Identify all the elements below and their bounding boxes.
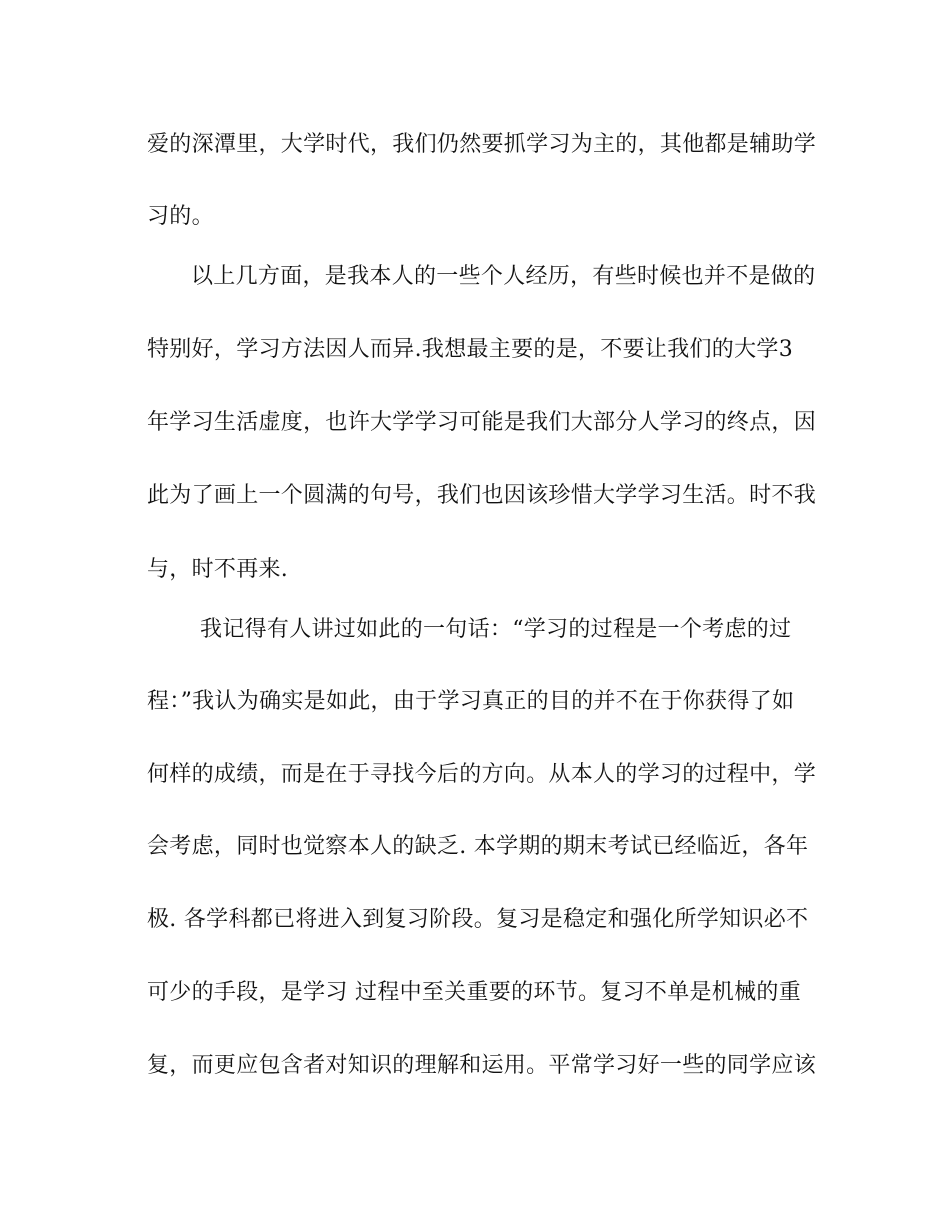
- text-line: 何样的成绩，而是在于寻找今后的方向。从本人的学习的过程中，学: [147, 762, 817, 787]
- text-line: 极. 各学科都已将进入到复习阶段。复习是稳定和强化所学知识必不: [147, 907, 809, 932]
- text-line: 此为了画上一个圆满的句号，我们也因该珍惜大学学习生活。时不我: [147, 483, 817, 508]
- text-line: 爱的深潭里，大学时代，我们仍然要抓学习为主的，其他都是辅助学: [147, 132, 817, 157]
- text-line: 年学习生活虚度，也许大学学习可能是我们大部分人学习的终点，因: [147, 410, 817, 435]
- text-line: 程：”我认为确实是如此，由于学习真正的目的并不在于你获得了如: [147, 689, 795, 714]
- text-line: 与，时不再来.: [147, 557, 289, 582]
- paragraph-first-line: 以上几方面，是我本人的一些个人经历，有些时候也并不是做的: [191, 264, 816, 289]
- text-line: 会考虑，同时也觉察本人的缺乏. 本学期的期末考试已经临近，各年: [147, 834, 809, 859]
- text-line: 习的。: [147, 204, 214, 229]
- paragraph-first-line: 我记得有人讲过如此的一句话：“学习的过程是一个考虑的过: [200, 617, 792, 642]
- text-line: 可少的手段，是学习 过程中至关重要的环节。复习不单是机械的重: [147, 980, 801, 1005]
- text-line: 复，而更应包含者对知识的理解和运用。平常学习好一些的同学应该: [147, 1053, 817, 1078]
- text-line: 特别好，学习方法因人而异.我想最主要的是，不要让我们的大学3: [147, 337, 793, 362]
